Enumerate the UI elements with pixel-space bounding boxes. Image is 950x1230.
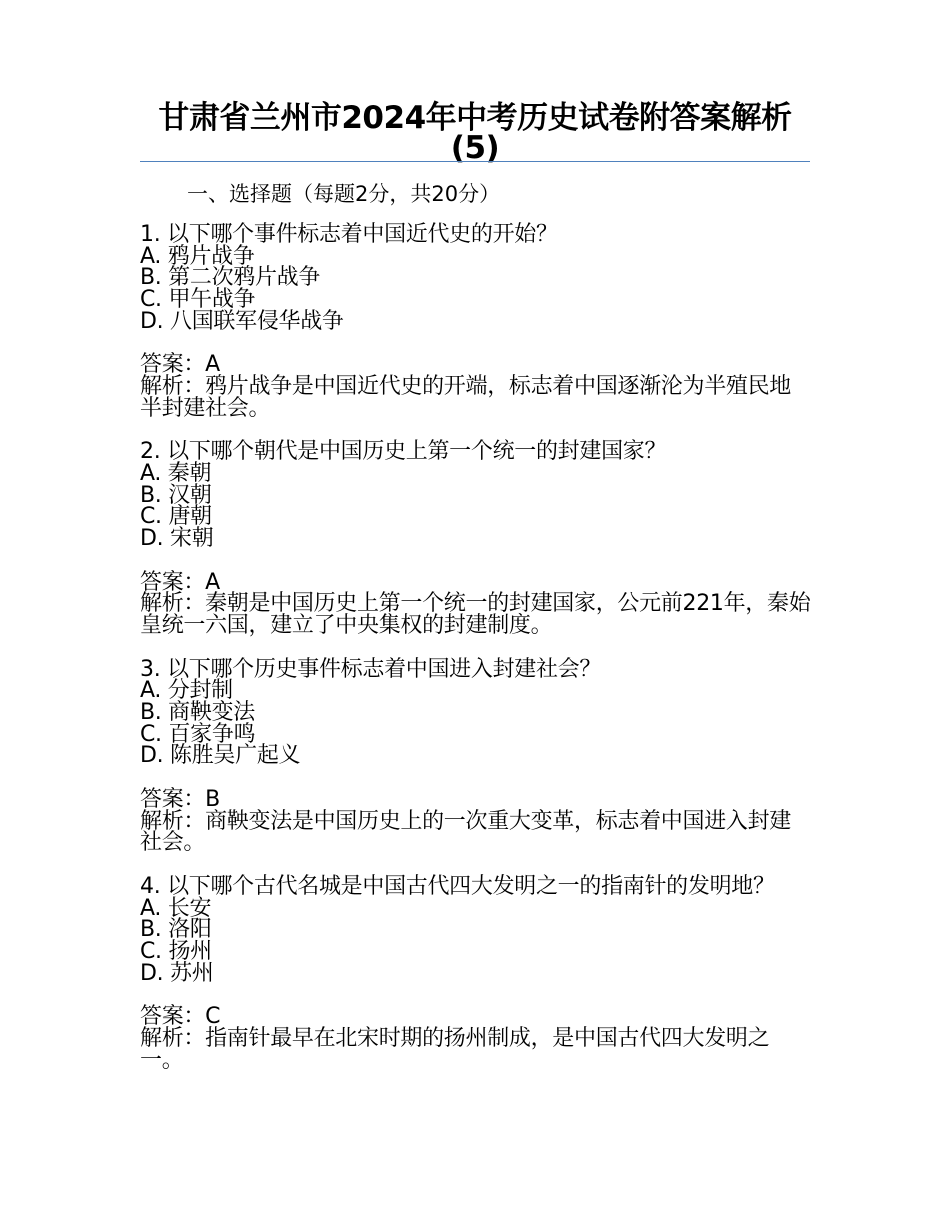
spacer (140, 984, 812, 1006)
spacer (140, 333, 812, 355)
section-heading: 一、选择题（每题2分，共20分） (187, 182, 501, 206)
option-d: D. 陈胜吴广起义 (140, 743, 301, 769)
question-1 (140, 224, 812, 419)
question-4 (140, 873, 812, 1073)
option-b: B. 洛阳 (140, 917, 212, 943)
answer: 答案：A (140, 352, 220, 378)
option-d: D. 宋朝 (140, 526, 214, 552)
option-a: A. 长安 (140, 895, 212, 921)
question-3 (140, 656, 812, 856)
option-a: A. 分封制 (140, 678, 233, 704)
title-underline (140, 161, 810, 162)
option-d: D. 八国联军侵华战争 (140, 308, 344, 334)
answer: 答案：B (140, 786, 220, 812)
question-list (140, 224, 812, 1093)
option-c: C. 百家争鸣 (140, 721, 256, 747)
option-a: A. 秦朝 (140, 461, 212, 487)
analysis: 解析：指南针最早在北宋时期的扬州制成，是中国古代四大发明之一。 (140, 1025, 770, 1073)
question-stem: 4. 以下哪个古代名城是中国古代四大发明之一的指南针的发明地？ (140, 873, 775, 899)
analysis: 解析：鸦片战争是中国近代史的开端，标志着中国逐渐沦为半殖民地半封建社会。 (140, 373, 792, 421)
question-stem: 3. 以下哪个历史事件标志着中国进入封建社会？ (140, 656, 602, 682)
option-b: B. 第二次鸦片战争 (140, 265, 321, 291)
option-b: B. 汉朝 (140, 482, 212, 508)
option-c: C. 唐朝 (140, 504, 212, 530)
option-c: C. 扬州 (140, 939, 212, 965)
analysis: 解析：秦朝是中国历史上第一个统一的封建国家，公元前221年，秦始皇统一六国，建立了中央集权的封建制度。 (140, 591, 811, 638)
question-stem: 1. 以下哪个事件标志着中国近代史的开始？ (140, 222, 558, 247)
question-stem: 2. 以下哪个朝代是中国历史上第一个统一的封建国家？ (140, 439, 667, 465)
question-2 (140, 441, 812, 636)
document-title: 甘肃省兰州市2024年中考历史试卷附答案解析(5) (158, 100, 792, 166)
answer: 答案：C (140, 1004, 221, 1030)
spacer (140, 550, 812, 572)
option-a: A. 鸦片战争 (140, 243, 255, 269)
answer: 答案：A (140, 569, 220, 595)
spacer (140, 767, 812, 789)
option-d: D. 苏州 (140, 960, 214, 986)
option-b: B. 商鞅变法 (140, 700, 255, 726)
analysis: 解析：商鞅变法是中国历史上的一次重大变革，标志着中国进入封建社会。 (140, 808, 792, 856)
option-c: C. 甲午战争 (140, 287, 256, 313)
